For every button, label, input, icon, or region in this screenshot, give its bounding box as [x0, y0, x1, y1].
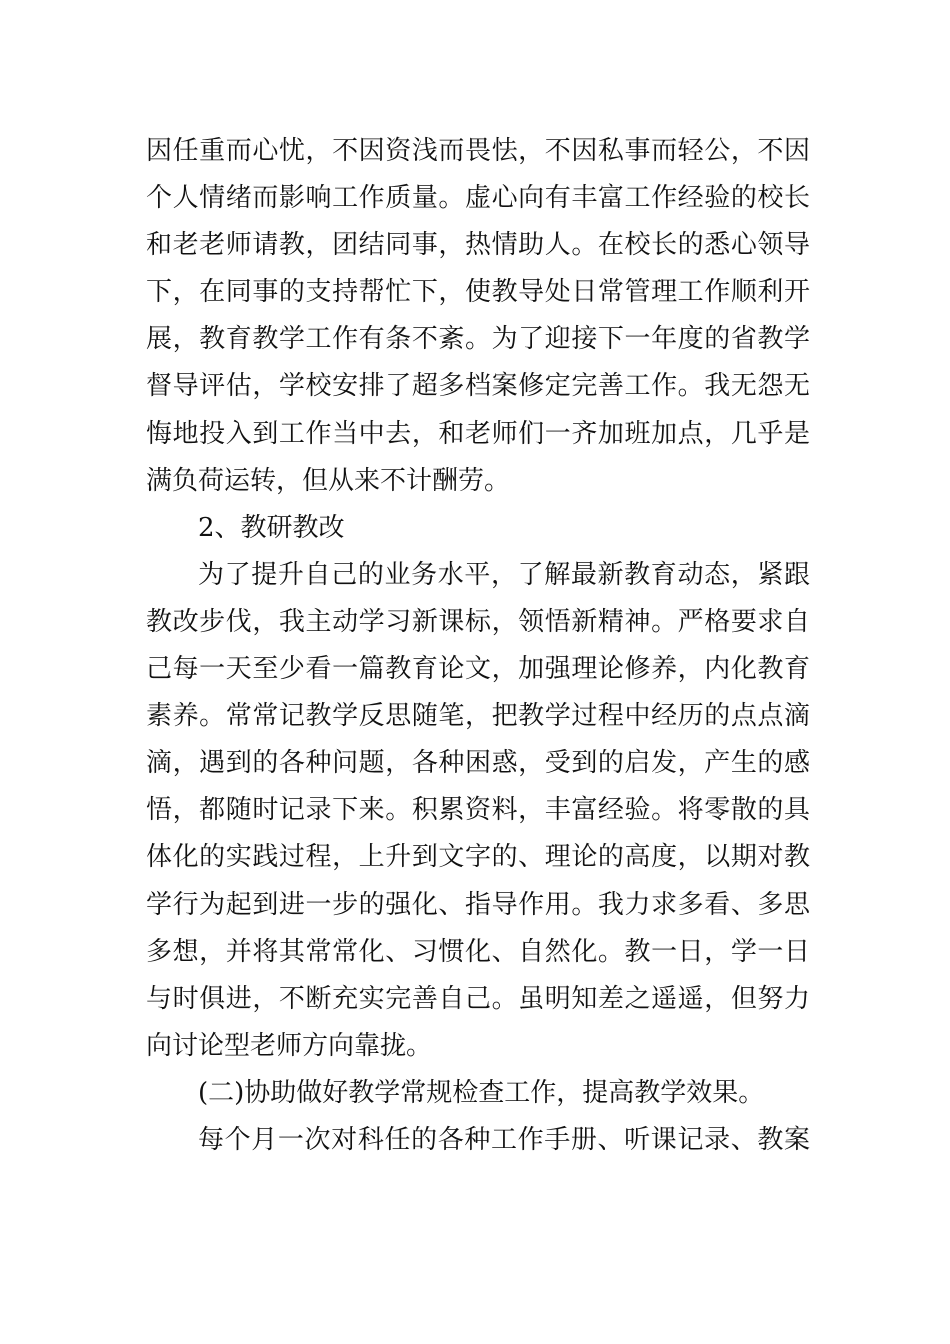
text-line: 向讨论型老师方向靠拢。 — [146, 1030, 433, 1061]
text-line: 每个月一次对科任的各种工作手册、听课记录、教案 — [198, 1124, 810, 1155]
text-line: 与时俱进，不断充实完善自己。虽明知差之遥遥，但努力 — [146, 983, 810, 1014]
section-heading: 2、教研教改 — [198, 512, 345, 543]
text-line: 素养。常常记教学反思随笔，把教学过程中经历的点点滴 — [146, 701, 810, 732]
text-line: 体化的实践过程，上升到文字的、理论的高度，以期对教 — [146, 842, 810, 873]
text-line: 和老老师请教，团结同事，热情助人。在校长的悉心领导 — [146, 230, 810, 261]
text-line: 督导评估，学校安排了超多档案修定完善工作。我无怨无 — [146, 371, 810, 402]
text-line: 悟，都随时记录下来。积累资料，丰富经验。将零散的具 — [146, 795, 810, 826]
text-line: 己每一天至少看一篇教育论文，加强理论修养，内化教育 — [146, 654, 810, 685]
text-line: 满负荷运转，但从来不计酬劳。 — [146, 465, 511, 496]
text-line: 展，教育教学工作有条不紊。为了迎接下一年度的省教学 — [146, 324, 810, 355]
text-line: 学行为起到进一步的强化、指导作用。我力求多看、多思 — [146, 889, 810, 920]
text-line: 个人情绪而影响工作质量。虚心向有丰富工作经验的校长 — [146, 183, 810, 214]
body-text — [146, 128, 810, 1164]
text-line: 多想，并将其常常化、习惯化、自然化。教一日，学一日 — [146, 936, 810, 967]
text-line: 教改步伐，我主动学习新课标，领悟新精神。严格要求自 — [146, 606, 810, 637]
text-line: 滴，遇到的各种问题，各种困惑，受到的启发，产生的感 — [146, 748, 810, 779]
section-heading: (二)协助做好教学常规检查工作，提高教学效果。 — [198, 1077, 765, 1108]
text-line: 悔地投入到工作当中去，和老师们一齐加班加点，几乎是 — [146, 418, 810, 449]
text-line: 下，在同事的支持帮忙下，使教导处日常管理工作顺利开 — [146, 277, 810, 308]
text-line: 因任重而心忧，不因资浅而畏怯，不因私事而轻公，不因 — [146, 136, 810, 166]
text-line: 为了提升自己的业务水平，了解最新教育动态，紧跟 — [198, 559, 810, 590]
